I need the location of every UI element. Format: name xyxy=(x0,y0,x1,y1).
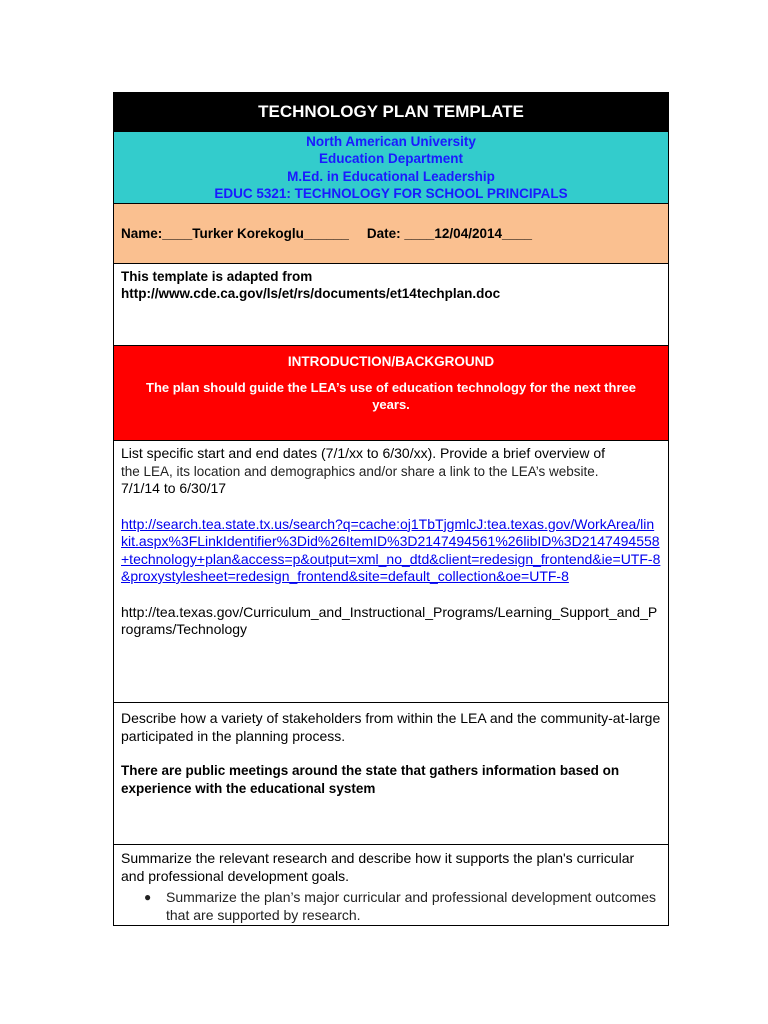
name-date-row xyxy=(114,204,668,264)
bullet-icon: ● xyxy=(144,890,152,904)
stakeholders-row xyxy=(114,703,668,845)
stakeholders-answer: There are public meetings around the state that gathers information based on experience with the educational system xyxy=(121,763,620,796)
program-name: M.Ed. in Educational Leadership xyxy=(287,168,495,184)
name-field: Name:____Turker Korekoglu______ xyxy=(121,226,349,241)
adapted-from-row xyxy=(114,264,668,346)
institution-row xyxy=(114,132,668,204)
adapted-source-url: http://www.cde.ca.gov/ls/et/rs/documents/et14techplan.doc xyxy=(121,286,501,301)
technology-plan-table xyxy=(113,92,669,926)
tea-search-link[interactable]: http://search.tea.state.tx.us/search?q=cache:oj1TbTjgmlcJ:tea.texas.gov/WorkArea/linkit.aspx%3FLinkIdentifier%3Did%26ItemID%3D2147494561%26libID%3D2147494558+technology+plan&access=p&output=xml_no_dtd&client=redesign_frontend&ie=UTF-8&proxystylesheet=redesign_frontend&site=default_collection&oe=UTF-8 xyxy=(121,515,661,584)
dates-overview-row xyxy=(114,441,668,703)
research-list xyxy=(121,889,661,924)
dates-prompt-line2: the LEA, its location and demographics and/or share a link to the LEA’s website. xyxy=(121,463,599,479)
research-bullet-text: Summarize the plan’s major curricular and professional development outcomes that are supported by research. xyxy=(166,889,656,923)
research-prompt: Summarize the relevant research and describe how it supports the plan's curricular and professional development goals. xyxy=(121,850,635,884)
title-row xyxy=(114,93,668,132)
date-field: Date: ____12/04/2014____ xyxy=(366,226,533,241)
department-name: Education Department xyxy=(318,151,464,166)
research-row xyxy=(114,845,668,925)
introduction-row xyxy=(114,346,668,441)
adapted-label: This template is adapted from xyxy=(121,269,313,284)
dates-prompt-line1: List specific start and end dates (7/1/xx to 6/30/xx). Provide a brief overview of xyxy=(121,445,606,461)
university-name: North American University xyxy=(306,133,476,149)
tea-technology-url: http://tea.texas.gov/Curriculum_and_Instructional_Programs/Learning_Support_and_Programs/Technology xyxy=(121,603,658,637)
stakeholders-prompt: Describe how a variety of stakeholders from within the LEA and the community-at-large participated in the planning process. xyxy=(121,710,661,744)
document-title: TECHNOLOGY PLAN TEMPLATE xyxy=(258,102,524,121)
list-item xyxy=(144,889,661,924)
introduction-text: The plan should guide the LEA’s use of education technology for the next three years. xyxy=(146,380,636,412)
dates-answer: 7/1/14 to 6/30/17 xyxy=(121,480,227,496)
course-name: EDUC 5321: TECHNOLOGY FOR SCHOOL PRINCIPALS xyxy=(214,186,568,201)
introduction-heading: INTRODUCTION/BACKGROUND xyxy=(287,354,495,369)
